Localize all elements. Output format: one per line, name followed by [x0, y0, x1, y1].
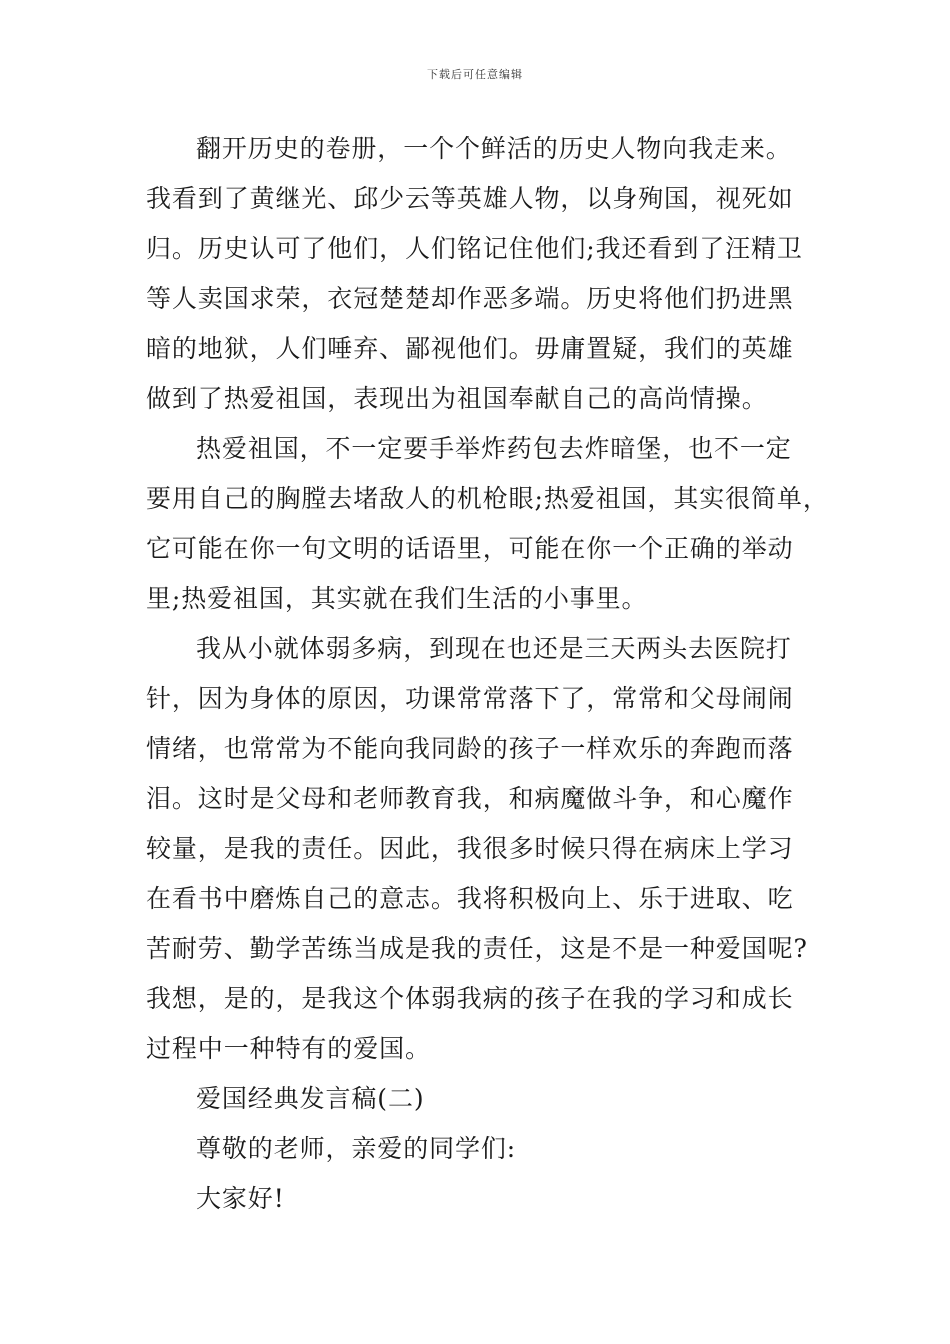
paragraph-line: 情绪，也常常为不能向我同龄的孩子一样欢乐的奔跑而落 [146, 734, 794, 763]
section-heading [146, 1074, 826, 1124]
paragraph-line: 较量，是我的责任。因此，我很多时候只得在病床上学习 [146, 834, 794, 863]
greeting [146, 1174, 826, 1224]
paragraph-line: 苦耐劳、勤学苦练当成是我的责任，这是不是一种爱国呢? [146, 934, 808, 963]
paragraph-line: 过程中一种特有的爱国。 [146, 1034, 431, 1063]
greeting-line: 大家好! [196, 1184, 285, 1213]
paragraph-line: 翻开历史的卷册，一个个鲜活的历史人物向我走来。 [196, 134, 792, 163]
paragraph-line: 要用自己的胸膛去堵敌人的机枪眼;热爱祖国，其实很简单， [146, 484, 829, 513]
paragraph-line: 热爱祖国，不一定要手举炸药包去炸暗堡，也不一定 [196, 434, 792, 463]
paragraph-line: 等人卖国求荣，衣冠楚楚却作恶多端。历史将他们扔进黑 [146, 284, 794, 313]
paragraph-line: 我从小就体弱多病，到现在也还是三天两头去医院打 [196, 634, 792, 663]
paragraph-line: 我想，是的，是我这个体弱我病的孩子在我的学习和成长 [146, 984, 794, 1013]
salutation [146, 1124, 826, 1174]
document-body [146, 124, 829, 1224]
paragraph-line: 暗的地狱，人们唾弃、鄙视他们。毋庸置疑，我们的英雄 [146, 334, 794, 363]
paragraph [146, 124, 826, 424]
section-title: 爱国经典发言稿(二) [196, 1084, 425, 1113]
paragraph-line: 里;热爱祖国，其实就在我们生活的小事里。 [146, 584, 648, 613]
paragraph-line: 在看书中磨炼自己的意志。我将积极向上、乐于进取、吃 [146, 884, 794, 913]
paragraph-line: 我看到了黄继光、邱少云等英雄人物，以身殉国，视死如 [146, 184, 794, 213]
salutation-line: 尊敬的老师，亲爱的同学们: [196, 1134, 517, 1163]
paragraph-line: 针，因为身体的原因，功课常常落下了，常常和父母闹闹 [146, 684, 794, 713]
paragraph-line: 它可能在你一句文明的话语里，可能在你一个正确的举动 [146, 534, 794, 563]
page-header: 下载后可任意编辑 [427, 68, 523, 81]
paragraph [146, 424, 829, 624]
paragraph [146, 624, 826, 1074]
paragraph-line: 归。历史认可了他们，人们铭记住他们;我还看到了汪精卫 [146, 234, 803, 263]
paragraph-line: 泪。这时是父母和老师教育我，和病魔做斗争，和心魔作 [146, 784, 794, 813]
paragraph-line: 做到了热爱祖国，表现出为祖国奉献自己的高尚情操。 [146, 384, 768, 413]
